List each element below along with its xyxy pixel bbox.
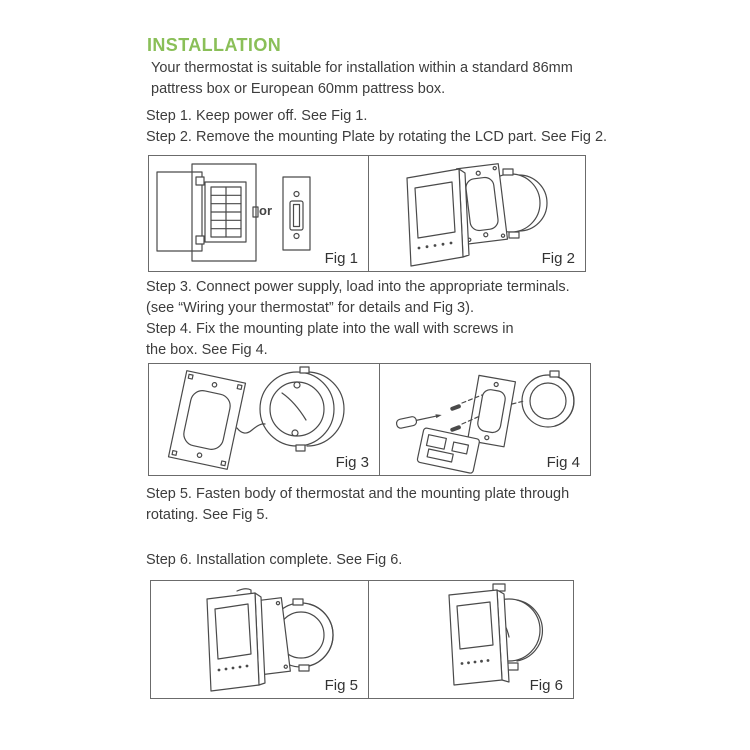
step-6 (146, 550, 402, 571)
figure-4-panel (379, 364, 590, 475)
figure-row-1 (148, 155, 586, 272)
thermostat-front (207, 593, 265, 691)
figure-2-panel (368, 156, 585, 271)
page-title: INSTALLATION (147, 35, 282, 55)
figure-row-2 (148, 363, 591, 476)
mounting-plate (169, 371, 246, 470)
step-line: Step 6. Installation complete. See Fig 6. (146, 552, 403, 568)
step-line: rotating. See Fig 5. (146, 507, 269, 523)
or-label: or (259, 203, 272, 218)
mounting-plate (468, 375, 516, 446)
figure-label: Fig 1 (324, 250, 358, 267)
step-line: Step 3. Connect power supply, load into the appropriate terminals. (146, 279, 570, 295)
figure-label: Fig 5 (324, 677, 358, 694)
steps-3-4 (146, 277, 570, 361)
step-line: Step 5. Fasten body of thermostat and the mounting plate through (146, 486, 570, 502)
pattress-box (260, 367, 344, 451)
figure-row-3 (150, 580, 574, 699)
step-5 (146, 484, 569, 526)
intro-paragraph (151, 58, 573, 100)
figure-label: Fig 3 (335, 454, 369, 471)
step-line: Step 1. Keep power off. See Fig 1. (146, 108, 368, 124)
intro-line: pattress box or European 60mm pattress box. (151, 81, 446, 97)
thermostat-front (449, 590, 509, 685)
figure-5-panel (151, 581, 368, 698)
step-line: Step 2. Remove the mounting Plate by rotating the LCD part. See Fig 2. (146, 129, 608, 145)
light-switch (283, 177, 310, 250)
steps-1-2 (146, 106, 607, 148)
figure-6-panel (368, 581, 573, 698)
figure-label: Fig 6 (529, 677, 563, 694)
figure-1-panel (149, 156, 368, 271)
wire (237, 424, 265, 433)
step-line: the box. See Fig 4. (146, 342, 268, 358)
figure-label: Fig 2 (541, 250, 575, 267)
screwdriver (396, 411, 443, 429)
step-line: Step 4. Fix the mounting plate into the wall with screws in (146, 321, 514, 337)
pattress-box (522, 371, 574, 427)
figure-label: Fig 4 (546, 454, 580, 471)
step-line: (see “Wiring your thermostat” for details and Fig 3). (146, 300, 474, 316)
figure-3-panel (149, 364, 379, 475)
intro-line: Your thermostat is suitable for installation within a standard 86mm (151, 60, 573, 76)
breaker-panel (157, 164, 258, 261)
thermostat-front (407, 169, 469, 266)
